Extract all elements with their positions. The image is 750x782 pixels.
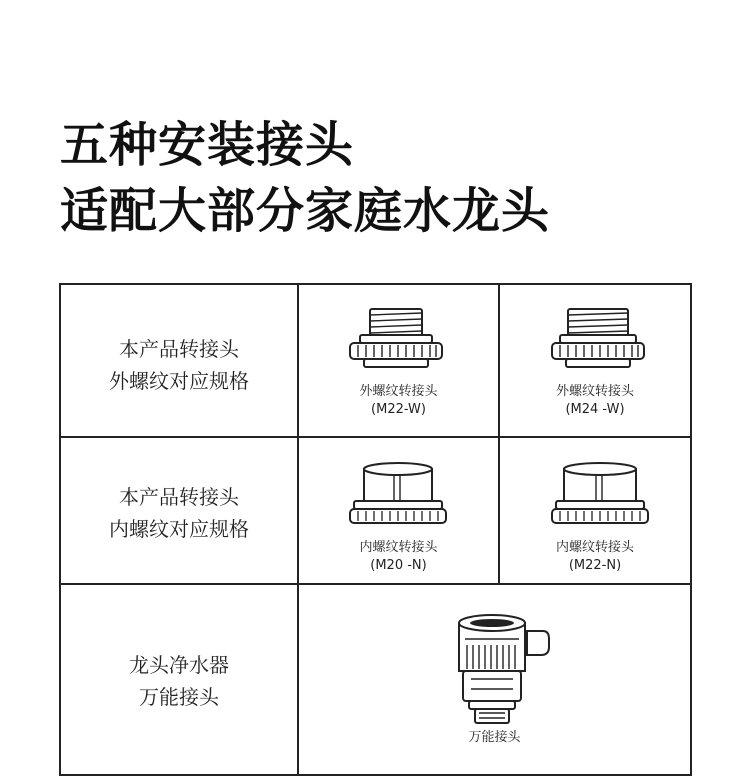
universal-adapter-icon: [451, 609, 561, 727]
headline-line-1: 五种安装接头: [60, 117, 355, 173]
item-code: (M24 -W): [565, 402, 625, 417]
item-code: (M22-W): [371, 402, 426, 417]
headline: [60, 112, 550, 244]
row-1-item-2-caption: [500, 383, 690, 419]
outer-thread-adapter-icon: [346, 303, 446, 371]
item-name: 外螺纹转接头: [359, 384, 438, 399]
headline-line-2: 适配大部分家庭水龙头: [60, 183, 551, 239]
table-divider-horizontal: [61, 436, 690, 438]
row-2-label-line-2: 内螺纹对应规格: [109, 517, 249, 541]
spec-table: [59, 283, 692, 776]
row-3-label-line-2: 万能接头: [139, 685, 219, 709]
row-1-label: [61, 333, 297, 397]
row-1-label-line-1: 本产品转接头: [119, 337, 239, 361]
item-code: (M20 -N): [370, 558, 427, 573]
item-name: 外螺纹转接头: [555, 384, 634, 399]
inner-thread-adapter-icon: [550, 457, 650, 529]
table-divider-vertical: [297, 285, 299, 774]
row-2-label: [61, 481, 297, 545]
row-1-item-1-caption: [299, 383, 498, 419]
row-2-label-line-1: 本产品转接头: [119, 485, 239, 509]
row-3-item-1-caption: [299, 729, 690, 747]
item-name: 内螺纹转接头: [359, 540, 438, 555]
item-code: (M22-N): [568, 558, 622, 573]
row-3-label-line-1: 龙头净水器: [129, 653, 229, 677]
row-3-label: [61, 649, 297, 713]
item-name: 内螺纹转接头: [555, 540, 634, 555]
row-1-label-line-2: 外螺纹对应规格: [109, 369, 249, 393]
row-2-item-2-caption: [500, 539, 690, 575]
table-divider-horizontal: [61, 583, 690, 585]
inner-thread-adapter-icon: [348, 457, 448, 529]
item-name: 万能接头: [468, 730, 521, 745]
row-2-item-1-caption: [299, 539, 498, 575]
outer-thread-adapter-icon: [548, 303, 648, 371]
